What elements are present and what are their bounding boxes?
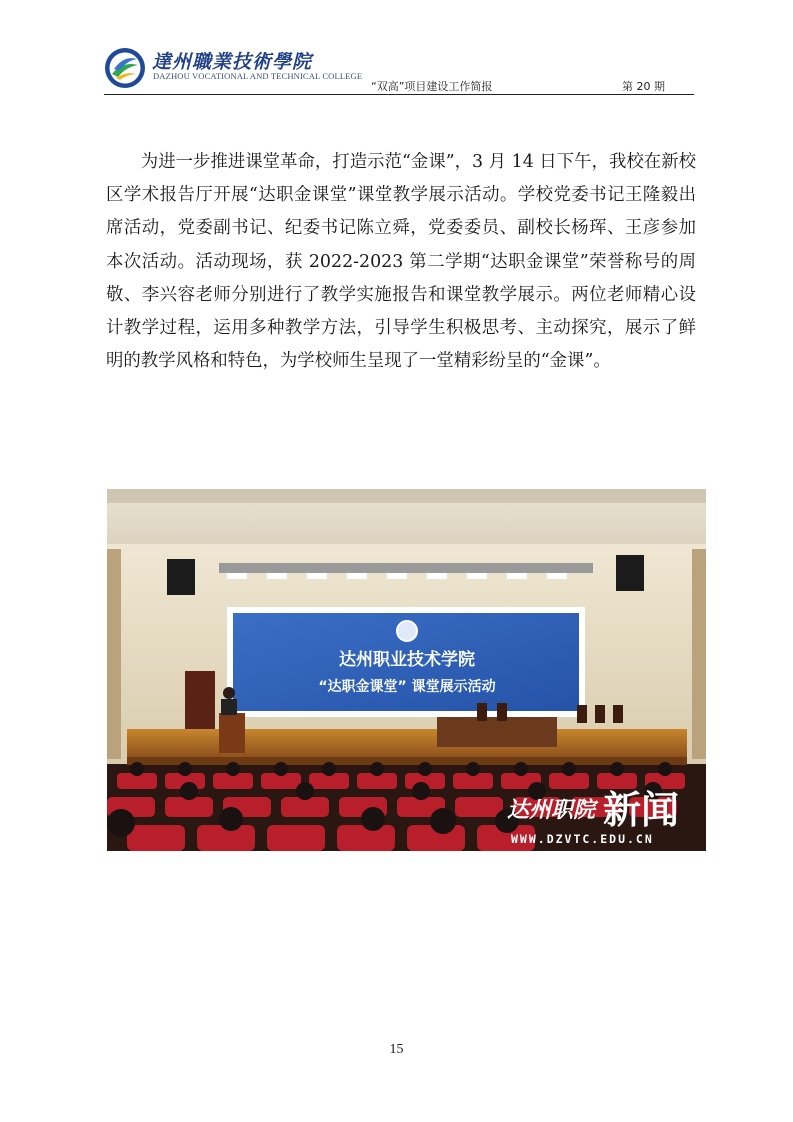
college-name-cn: 達州職業技術學院 (152, 51, 313, 73)
article-paragraph: 为进一步推进课堂革命，打造示范“金课”，3 月 14 日下午，我校在新校区学术报告厅开展“达职金课堂”课堂教学展示活动。学校党委书记王隆毅出席活动，党委副书记、纪委书记陈立舜，党委委员、副校长杨珲、王彦参加本次活动。活动现场，获 2022-2023 第二学期“达职金课堂”荣誉称号的周敬、李兴容老师分别进行了教学实施报告和课堂教学展示。两位老师精心设计教学过程，运用多种教学方法，引导学生积极思考、主动探究，展示了鲜明的教学风格和特色，为学校师生呈现了一堂精彩纷呈的“金课”。 (106, 152, 696, 372)
college-logo (104, 47, 146, 89)
watermark-big: 新闻 (603, 788, 680, 832)
college-name-en: DAZHOU VOCATIONAL AND TECHNICAL COLLEGE (153, 71, 363, 81)
screen-title: 达州职业技术学院 (339, 650, 475, 670)
newsletter-title: “双高”项目建设工作简报 (371, 80, 493, 93)
screen-subtitle: “达职金课堂” 课堂展示活动 (318, 679, 496, 695)
event-photo (107, 489, 706, 851)
watermark-url: WWW.DZVTC.EDU.CN (511, 832, 654, 846)
issue-number: 第 20 期 (622, 80, 665, 93)
header-divider (104, 94, 694, 95)
watermark-text: 达州职院 (507, 797, 596, 823)
page-number: 15 (389, 1042, 404, 1057)
